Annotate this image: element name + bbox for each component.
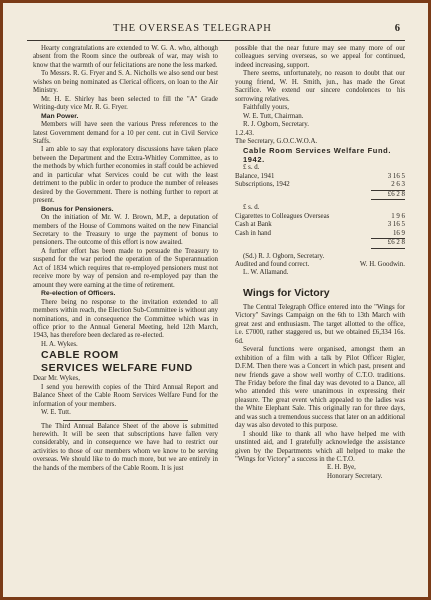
paragraph: Several functions were organised, amongst them an exhibition of a film with a talk by Pilot Officer Rigler, D.F.M. Then there was a Concert in which past, present and new friends gave a show well worthy of C.T.O. traditions. The Friday before the final day was devoted to a Dance, all who attended this were unanimous in expressing their pleasure. The great event which appealed to the ladies was the White Elephant Sale. This originally ran for three days, and was such a tremendous success that later on an additional day was also devoted to this purpose. [235,346,405,430]
ledger-row: Cash at Bank 3 16 5 [235,221,405,229]
letter-close: Faithfully yours, [243,104,289,112]
date: 1.2.43. [235,129,254,137]
left-column [33,45,218,473]
addressee: The Secretary, G.O.C.W.O.A. [235,137,318,145]
ledger-row: Subscriptions, 1942 2 6 3 [235,181,405,189]
section-heading: Man Power. [41,112,79,120]
section-heading: Bonus for Pensioners. [41,205,114,213]
signature: E. H. Bye, [327,464,356,472]
paragraph: On the initiation of Mr. W. J. Brown, M.P., a deputation of members of the House of Commons waited on the new Financial Secretary to the Treasury to urge the payment of bonus to pensioners. The outcome of this effort is now awaited. [33,214,218,247]
page-number: 6 [394,23,400,34]
signature: R. J. Ogborn, Secretary. [243,121,309,129]
paragraph: The Third Annual Balance Sheet of the above is submitted herewith. It will be seen that subscriptions have fallen very considerably, and in consequence we have had to restrict our activities to those of our members whom we know to be serving overseas. We should like to do much more, but we are entirely in the hands of the members of the Cable Room. It is just [33,422,218,472]
article-title: Wings for Victory [243,286,330,299]
paragraph: To Messrs. R. G. Fryer and S. A. Nicholls we also send our best wishes on being nominated as Clerical officers, on loan to the Air Ministry. [33,70,218,95]
article-title: CABLE ROOM [41,349,119,362]
signature: L. W. Allamand. [243,269,289,277]
newsletter-page [3,3,428,597]
salutation: Dear Mr. Wykes, [33,375,80,383]
paragraph: I am able to say that exploratory discussions have taken place between the Department and the Extra-Whitley Committee, as to the methods by which further economies in staff could be achieved and in particular what Services could be cut with the least detriment to the public in order to produce the number of releases desired by the Government. There is nothing further to report at present. [33,146,218,205]
ledger-row: Cigarettes to Colleagues Overseas 1 9 6 [235,212,405,220]
ledger-total: £6 2 8 [235,190,405,200]
header-rule [27,40,405,41]
column-head: £ s. d. [243,164,260,172]
paragraph: There being no response to the invitation extended to all members within reach, the Election Sub-Committee is without any nominations, and in consequence the Committee which was in office prior to the Annual General Meeting, held 12th March, 1943, has therefore been declared as re-elected. [33,298,218,340]
signature: Honorary Secretary. [327,472,383,480]
fund-year: 1942. [243,155,265,165]
paragraph: Mr. H. E. Shirley has been selected to fill the "A" Grade Writing-duty vice Mr. R. G. Fryer. [33,95,218,112]
signature: W. E. Tutt, Chairman. [243,112,304,120]
right-column [235,45,405,481]
page-header [3,23,428,37]
ledger-row: Balance, 1941 3 16 5 [235,172,405,180]
paragraph: I send you herewith copies of the Third Annual Report and Balance Sheet of the Cable Room Services Welfare Fund for the information of your members. [33,383,218,408]
divider [63,420,188,421]
ledger-row: Cash in hand 16 9 [235,229,405,237]
ledger-total: £6 2 8 [235,238,405,248]
section-heading: Re-election of Officers. [41,290,116,298]
publication-title: THE OVERSEAS TELEGRAPH [113,23,272,34]
signature: H. A. Wykes. [41,340,78,348]
paragraph: There seems, unfortunately, no reason to doubt that our young friend, W. H. Smith, jun., has made the Great Sacrifice. We extend our sincere condolences to his sorrowing relatives. [235,70,405,103]
paragraph: Hearty congratulations are extended to W. G. A. who, although absent from the Room since the outbreak of war, may wish to know that the warmth of our felicitations are none the less marked. [33,45,218,69]
paragraph: The Central Telegraph Office entered into the "Wings for Victory" Savings Campaign on the 6th to 13th March with great zest and enthusiasm. The target allotted to the office, i.e. £7000, rather staggered us, but we obtained £6,334 16s. 6d. [235,303,405,345]
fund-title: Cable Room Services Welfare Fund. [243,146,392,156]
article-title: SERVICES WELFARE FUND [41,362,193,375]
paragraph: I should like to thank all who have helped me with unstinted aid, and I gratefully acknowledge the assistance given by the Departments which all helped to make the "Wings for Victory" a success in the C.T.O. [235,430,405,464]
paragraph: Members will have seen the various Press references to the latest Government demand for a 10 per cent. cut in Civil Service Staffs. [33,121,218,145]
column-head: £ s. d. [243,204,260,212]
paragraph: possible that the near future may see many more of our colleagues serving overseas, so we appeal for continued, indeed increasing, support. [235,45,405,69]
audit-line: Audited and found correct. W. H. Goodwin. [235,260,405,268]
signature: W. E. Tutt. [41,409,71,417]
paragraph: A further effort has been made to persuade the Treasury to suspend for the war period the operation of the Superannuation Act of 1834 which requires that re-employed pensioners must not receive more by way of pension and re-employed pay than the amount they were earning at the time of retirement. [33,247,218,289]
signature: (Sd.) R. J. Ogborn, Secretary. [243,252,325,260]
